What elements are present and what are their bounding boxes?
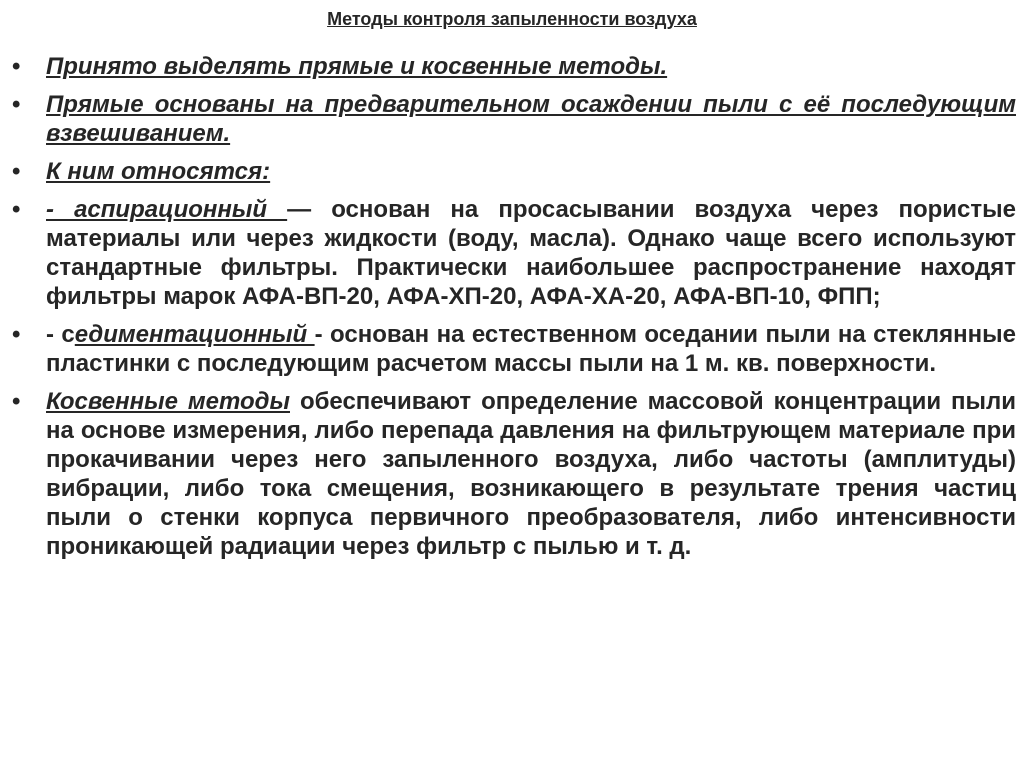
method-name-sedimentation: едиментационный	[74, 321, 315, 348]
slide-title: Методы контроля запыленности воздуха	[327, 9, 697, 29]
method-name-indirect: Косвенные методы	[46, 388, 290, 415]
bullet-item	[12, 90, 1016, 148]
bullet-text: обеспечивают определение массовой концентрации пыли на основе измерения, либо перепада давления на фильтрующем материале при прокачивании через него запыленного воздуха, либо частоты (амплитуды) вибрации, либо тока смещения, возникающего в результате трения частиц пыли о стенки корпуса первичного преобразователя, либо интенсивности проникающей радиации через фильтр с пылью и т. д.	[46, 388, 1017, 560]
bullet-item	[12, 157, 1016, 186]
bullet-text: Принято выделять прямые и косвенные методы.	[46, 53, 668, 80]
bullet-text: К ним относятся:	[46, 158, 271, 185]
bullet-list	[12, 52, 1016, 570]
bullet-text: Прямые основаны на предварительном осаждении пыли с её последующим взвешиванием.	[46, 91, 1016, 147]
method-name-aspiration: - аспирационный	[46, 196, 288, 223]
bullet-text: — основан на просасывании воздуха через пористые материалы или через жидкости (воду, масла). Однако чаще всего используют стандартные фильтры. Практически наибольшее распространение находят фильтры марок АФА-ВП-20, АФА-ХП-20, АФА-ХА-20, АФА-ВП-10, ФПП;	[46, 196, 1016, 310]
bullet-item	[12, 195, 1016, 311]
bullet-item	[12, 387, 1016, 561]
bullet-item	[12, 320, 1016, 378]
bullet-prefix: - с	[46, 321, 75, 348]
bullet-item	[12, 52, 1016, 81]
bullet-text: - основан на естественном оседании пыли на стеклянные пластинки с последующим расчетом массы пыли на 1 м. кв. поверхности.	[46, 321, 1017, 377]
